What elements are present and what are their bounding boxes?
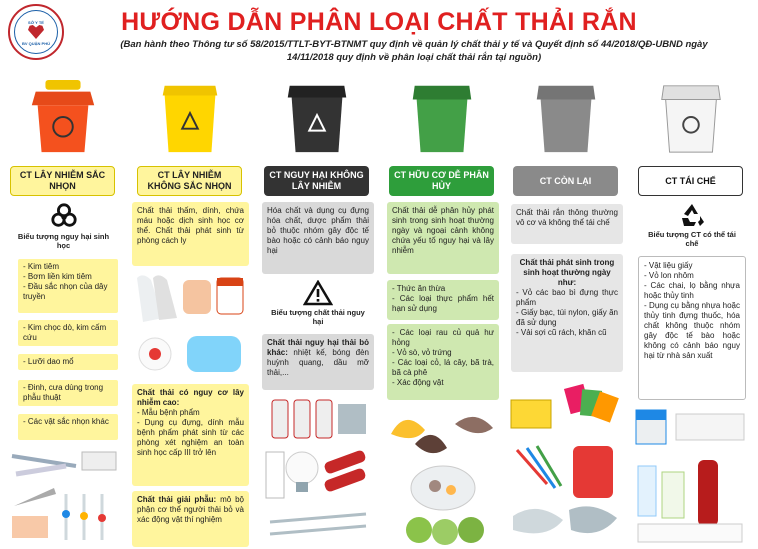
recycle-label: Biểu tượng CT có thể tái chế xyxy=(648,230,736,248)
column-sharp-infectious xyxy=(2,74,125,549)
column-organic xyxy=(381,74,504,549)
black-bin xyxy=(278,78,356,156)
hazardous-description: Hóa chất và dụng cụ đựng hóa chất, dược phẩm thải bỏ thuộc nhóm gây độc tế bào hoặc có cảnh báo nguy hại xyxy=(262,202,374,274)
page-title: HƯỚNG DẪN PHÂN LOẠI CHẤT THẢI RẮN xyxy=(121,8,637,36)
recyclable-items-box xyxy=(638,256,746,400)
list-item: - Vải sợi cũ rách, khăn cũ xyxy=(516,328,607,337)
packaging-picture xyxy=(507,380,625,546)
sharp-items-group-1 xyxy=(18,259,118,313)
list-item: - Các chai, lọ bằng nhựa hoặc thủy tinh xyxy=(644,281,740,300)
biohazard-icon xyxy=(50,202,78,230)
chemicals-picture xyxy=(262,396,374,546)
biohazard-symbol xyxy=(16,202,111,250)
other-hazardous-text: nhiệt kế, bóng đèn huỳnh quang, dầu mỡ thải,... xyxy=(267,348,369,377)
organic-group-2 xyxy=(387,324,499,400)
header-recyclable: CT TÁI CHẾ xyxy=(638,166,743,196)
organic-description: Chất thải dễ phân hủy phát sinh trong sinh hoạt thường ngày và ngoại cảnh không chứa yếu tố nguy hại và lây nhiễm xyxy=(387,202,499,274)
other-hazardous-title: Chất thải nguy hại thải bỏ khác: xyxy=(267,338,369,357)
biohazard-label: Biểu tượng nguy hại sinh học xyxy=(17,232,110,250)
food-waste-picture xyxy=(385,404,501,546)
list-item: - Các loại thực phẩm hết hạn sử dụng xyxy=(392,294,494,313)
list-item: - Vỏ các bao bì đựng thực phẩm xyxy=(516,288,618,307)
red-sharps-bin xyxy=(24,78,102,156)
logo-bottom-text: BV QUẬN PHÚ xyxy=(21,41,50,46)
warning-icon xyxy=(303,280,333,306)
gloves-bandage-picture xyxy=(133,270,248,380)
page-subtitle: (Ban hành theo Thông tư số 58/2015/TTLT-BYT-BTNMT quy định về quản lý chất thải y tế và Quyết định số 44/2018/QĐ-UBND ngày 14/11/2018 quy định về phân loại chất thải rắn tại nguồn) xyxy=(120,39,708,63)
recycle-symbol xyxy=(642,202,742,248)
hazard-symbol xyxy=(270,280,366,326)
syringes-picture xyxy=(6,444,121,544)
header-sharp-infectious: CT LÂY NHIỄM SẮC NHỌN xyxy=(10,166,115,196)
list-item: - Các loại cỏ, lá cây, bã trà, bã cà phê xyxy=(392,358,494,377)
recycle-icon xyxy=(678,202,706,228)
list-item: - Bơm liền kim tiêm xyxy=(23,272,92,281)
remaining-daily-title: Chất thải phát sinh trong sinh hoạt thường ngày như: xyxy=(519,258,615,287)
list-item: - Xác động vật xyxy=(392,378,444,387)
list-item: - Vật liệu giấy xyxy=(644,261,693,270)
white-bin xyxy=(652,78,730,156)
list-item: - Giấy bạc, túi nylon, giấy ăn đã sử dụng xyxy=(516,308,618,327)
header-remaining: CT CÒN LẠI xyxy=(513,166,618,196)
anatomical-text: mô bộ phận cơ thể người thải bỏ và xác động vật thí nghiệm xyxy=(137,495,244,524)
header-organic: CT HỮU CƠ DỄ PHÂN HỦY xyxy=(389,166,494,196)
list-item: - Đinh, cưa dùng trong phẫu thuật xyxy=(18,380,118,406)
organic-group-1 xyxy=(387,280,499,320)
column-nonsharp-infectious xyxy=(129,74,252,549)
nonsharp-description: Chất thải thấm, dính, chứa máu hoặc dịch sinh học cơ thể. Chất thải phát sinh từ phòng cách ly xyxy=(132,202,249,266)
logo-top-text: SỞ Y TẾ xyxy=(28,20,44,25)
list-item: - Lưỡi dao mổ xyxy=(18,354,118,370)
list-item: - Vỏ sò, vỏ trứng xyxy=(392,348,452,357)
column-hazardous xyxy=(256,74,379,549)
list-item: - Kim chọc dò, kim cấm cứu xyxy=(18,320,118,346)
hazard-label: Biểu tượng chất thải nguy hại xyxy=(271,308,365,326)
list-item: - Vỏ lon nhôm xyxy=(644,271,694,280)
list-item: - Dụng cụ đựng, dính mẫu bệnh phẩm phát sinh từ các phòng xét nghiệm an toàn sinh học cấp III trở lên xyxy=(137,418,244,457)
recyclables-picture xyxy=(632,404,750,546)
list-item: - Đầu sắc nhọn của dây truyền xyxy=(23,282,108,301)
list-item: - Các loại rau củ quả hư hỏng xyxy=(392,328,494,347)
other-hazardous-box xyxy=(262,334,374,390)
anatomical-title: Chất thải giải phẫu: xyxy=(137,495,217,504)
high-risk-waste-box xyxy=(132,384,249,486)
list-item: - Mẫu bệnh phẩm xyxy=(137,408,200,417)
yellow-bin xyxy=(151,78,229,156)
anatomical-waste-box xyxy=(132,491,249,547)
remaining-daily-box xyxy=(511,254,623,372)
column-remaining xyxy=(505,74,628,549)
header-nonsharp-infectious: CT LÂY NHIỄM KHÔNG SẮC NHỌN xyxy=(137,166,242,196)
green-bin xyxy=(403,78,481,156)
list-item: - Thức ăn thừa xyxy=(392,284,446,293)
list-item: - Kim tiêm xyxy=(23,262,59,271)
header-hazardous: CT NGUY HẠI KHÔNG LÂY NHIỄM xyxy=(264,166,369,196)
list-item: - Các vật sắc nhọn khác xyxy=(18,414,118,440)
gray-bin xyxy=(527,78,605,156)
column-recyclable xyxy=(630,74,753,549)
list-item: - Dụng cụ bằng nhựa hoặc thủy tinh đựng thuốc, hóa chất không thuộc nhóm gây độc tế bào hoặc không có cảnh báo nguy hại từ nhà sản xuất xyxy=(644,301,740,360)
high-risk-title: Chất thải có nguy cơ lây nhiễm cao: xyxy=(137,388,244,407)
remaining-description: Chất thải rắn thông thường vô cơ và không thể tái chế xyxy=(511,204,623,244)
